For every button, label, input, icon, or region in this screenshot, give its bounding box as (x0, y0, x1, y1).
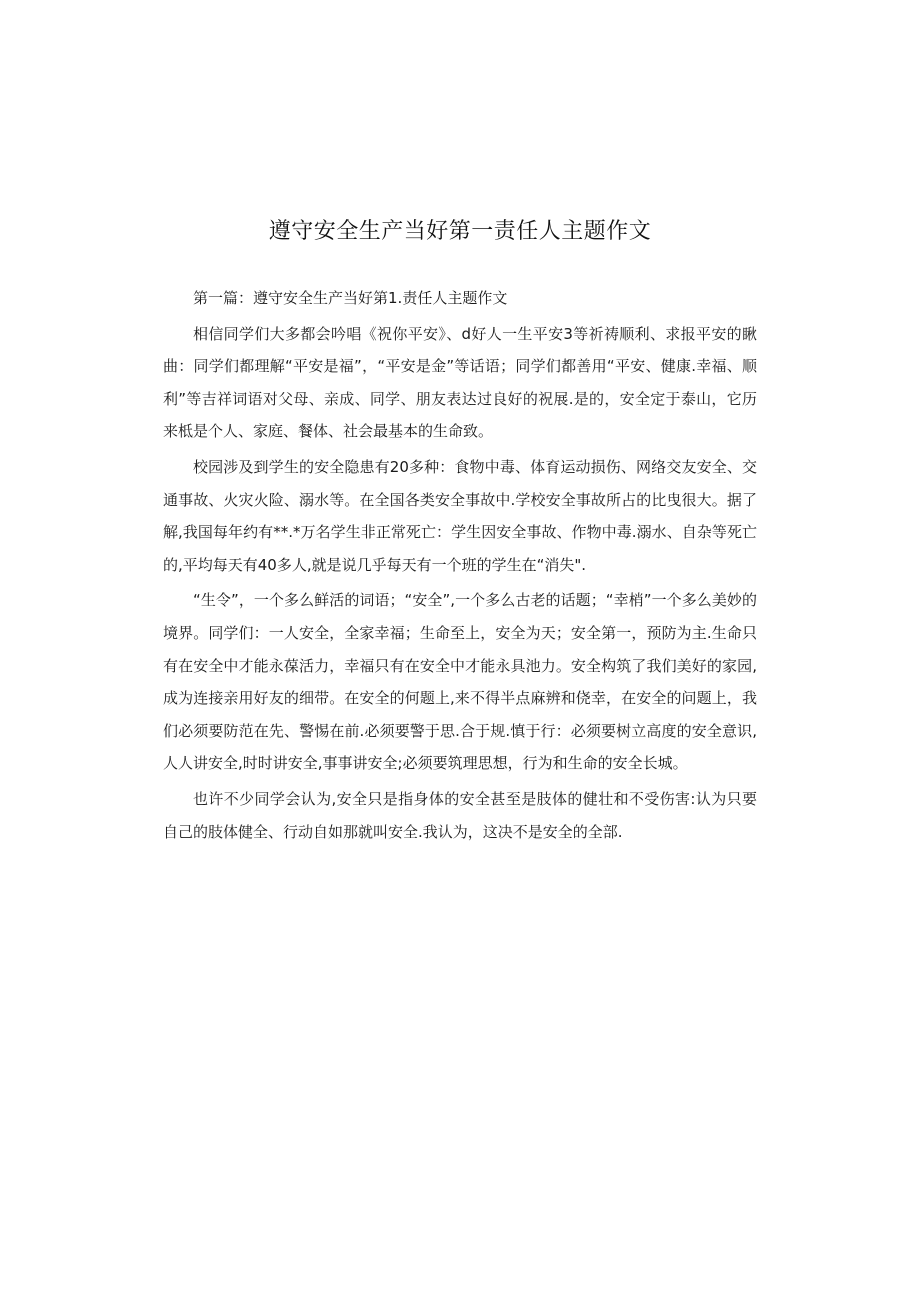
paragraph: 校园涉及到学生的安全隐患有20多种：食物中毒、体育运动损伤、网络交友安全、交通事故、火灾火险、溺水等。在全国各类安全事故中.学校安全事故所占的比曳很大。据了解,我国每年约有**.*万名学生非正常死亡：学生因安全事故、作物中毒.溺水、自杂等死亡的,平均每天有40多人,就是说几乎每天有一个班的学生在“消失". (163, 457, 757, 574)
paragraph: 也许不少同学会认为,安全只是指身体的安全甚至是肢体的健壮和不受伤害:认为只要自己的肢体健全、行动自如那就叫安全.我认为，这决不是安全的全部. (163, 789, 757, 841)
document-title: 遵守安全生产当好第一责任人主题作文 (268, 219, 652, 244)
paragraph: 相信同学们大多都会吟唱《祝你平安》、d好人一生平安3等祈祷顺利、求报平安的瞅曲：同学们都理解“平安是福”，“平安是金”等话语；同学们都善用“平安、健康.幸福、顺利”等吉祥词语对父母、亲成、同学、朋友表达过良好的祝展.是的，安全定于泰山，它历来柢是个人、家庭、餐体、社会最基本的生命致。 (163, 324, 757, 441)
document-body (163, 282, 757, 848)
section-heading: 第一篇：遵守安全生产当好第1.责任人主题作文 (193, 289, 508, 307)
paragraph: “生令”，一个多么鲜活的词语；“安全”,一个多么古老的话题；“幸梢”一个多么美妙的境界。同学们：一人安全，全家幸福；生命至上，安全为天；安全第一，预防为主.生命只有在安全中才能永葆活力，幸福只有在安全中才能永具池力。安全构筑了我们美好的家园,成为连接亲用好友的细带。在安全的何题上,来不得半点麻辨和侥幸，在安全的问题上，我们必须要防范在先、警惕在前.必须要警于思.合于规.慎于行：必须要树立高度的安全意识,人人讲安全,时时讲安全,事事讲安全;必须要筑理思想，行为和生命的安全长城。 (163, 591, 757, 773)
